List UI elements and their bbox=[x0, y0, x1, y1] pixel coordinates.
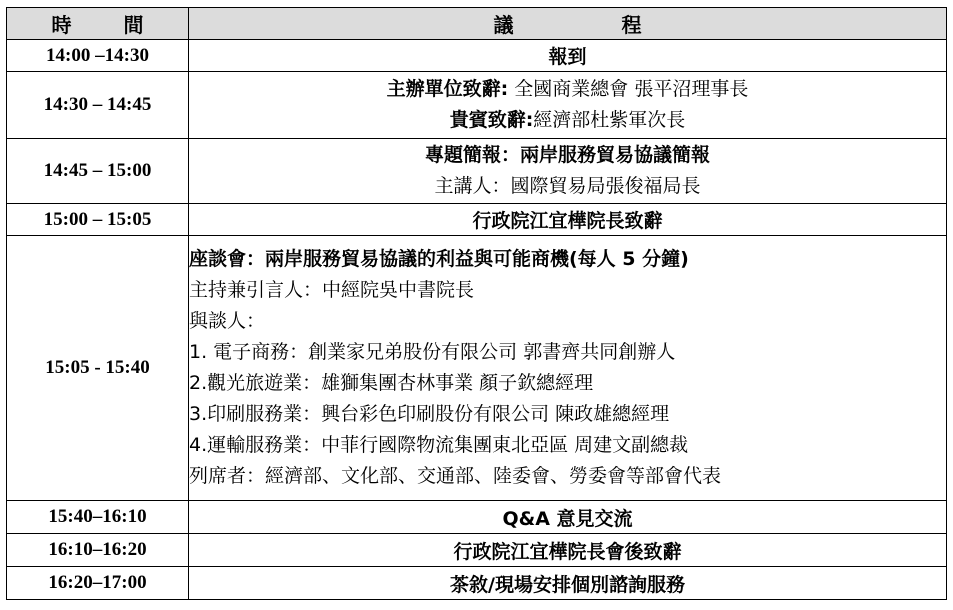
time-cell: 14:30 – 14:45 bbox=[7, 72, 189, 139]
table-row bbox=[7, 72, 947, 139]
table-row bbox=[7, 567, 947, 600]
program-cell bbox=[189, 72, 947, 139]
program-column-header bbox=[189, 8, 947, 40]
time-cell: 15:05 - 15:40 bbox=[7, 236, 189, 501]
speech-role-detail: 全國商業總會 張平沼理事長 bbox=[508, 78, 749, 100]
time-column-header bbox=[7, 8, 189, 40]
program-line bbox=[189, 105, 946, 136]
program-subtitle: 主講人：國際貿易局張俊福局長 bbox=[434, 175, 701, 197]
program-line: 3.印刷服務業：興台彩色印刷股份有限公司 陳政雄總經理 bbox=[189, 403, 670, 425]
program-line: 1. 電子商務：創業家兄弟股份有限公司 郭書齊共同創辦人 bbox=[189, 341, 676, 363]
program-cell bbox=[189, 236, 947, 501]
time-cell: 14:00 –14:30 bbox=[7, 40, 189, 72]
time-header-char-1: 時 bbox=[51, 13, 72, 37]
program-cell: 報到 bbox=[189, 40, 947, 72]
time-cell: 16:10–16:20 bbox=[7, 534, 189, 567]
time-header-char-2: 間 bbox=[123, 13, 144, 37]
speech-role-label: 主辦單位致辭: bbox=[386, 78, 509, 100]
header-row bbox=[7, 8, 947, 40]
table-row bbox=[7, 139, 947, 204]
program-line: 2.觀光旅遊業：雄獅集團杏林事業 顏子欽總經理 bbox=[189, 372, 594, 394]
program-line: 與談人： bbox=[189, 310, 266, 332]
program-header-char-1: 議 bbox=[493, 13, 514, 37]
program-cell bbox=[189, 139, 947, 204]
table-row bbox=[7, 501, 947, 534]
table-row bbox=[7, 40, 947, 72]
program-line: 4.運輸服務業：中菲行國際物流集團東北亞區 周建文副總裁 bbox=[189, 434, 689, 456]
program-cell: 茶敘/現場安排個別諮詢服務 bbox=[189, 567, 947, 600]
table-row bbox=[7, 204, 947, 236]
agenda-table bbox=[6, 7, 947, 600]
program-title: 座談會：兩岸服務貿易協議的利益與可能商機(每人 5 分鐘) bbox=[189, 248, 689, 270]
program-title: 專題簡報：兩岸服務貿易協議簡報 bbox=[424, 144, 710, 166]
time-cell: 16:20–17:00 bbox=[7, 567, 189, 600]
program-line: 列席者：經濟部、文化部、交通部、陸委會、勞委會等部會代表 bbox=[189, 465, 722, 487]
program-cell: 行政院江宜樺院長會後致辭 bbox=[189, 534, 947, 567]
time-cell: 14:45 – 15:00 bbox=[7, 139, 189, 204]
time-cell: 15:40–16:10 bbox=[7, 501, 189, 534]
speech-role-label: 貴賓致辭: bbox=[449, 109, 534, 131]
program-line: 主持兼引言人：中經院吳中書院長 bbox=[189, 279, 475, 301]
table-row bbox=[7, 236, 947, 501]
program-cell: Q&A 意見交流 bbox=[189, 501, 947, 534]
speech-role-detail: 經濟部杜紫軍次長 bbox=[533, 109, 686, 131]
program-header-char-2: 程 bbox=[621, 13, 642, 37]
time-cell: 15:00 – 15:05 bbox=[7, 204, 189, 236]
table-row bbox=[7, 534, 947, 567]
program-line bbox=[189, 74, 946, 105]
program-cell: 行政院江宜樺院長致辭 bbox=[189, 204, 947, 236]
